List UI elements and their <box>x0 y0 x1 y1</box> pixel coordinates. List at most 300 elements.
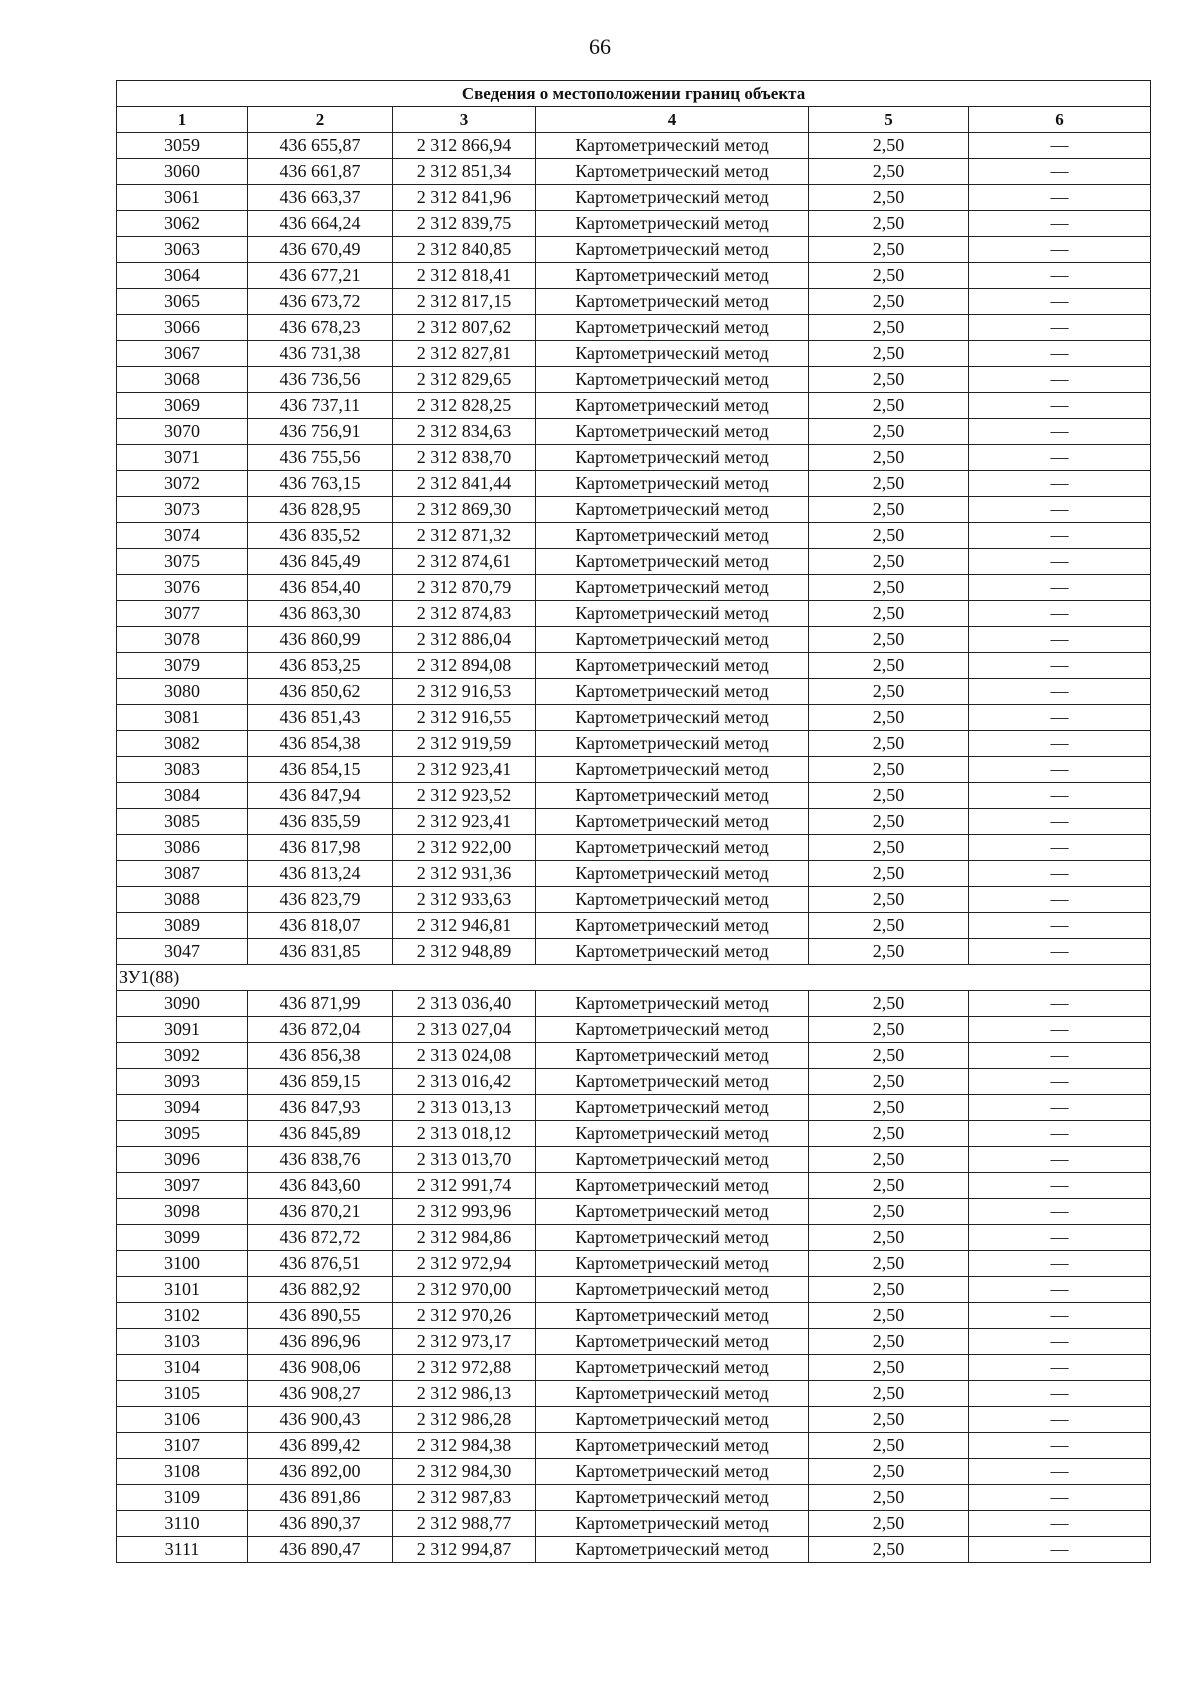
x-coordinate-cell: 436 663,37 <box>248 185 393 211</box>
table-body <box>117 133 1151 1563</box>
table-row <box>117 627 1151 653</box>
description-cell: — <box>969 549 1151 575</box>
table-title-row <box>117 81 1151 107</box>
y-coordinate-cell: 2 312 919,59 <box>393 731 536 757</box>
table-row <box>117 887 1151 913</box>
table-row <box>117 861 1151 887</box>
description-cell: — <box>969 211 1151 237</box>
point-number-cell: 3095 <box>117 1121 248 1147</box>
table-row <box>117 1511 1151 1537</box>
y-coordinate-cell: 2 312 827,81 <box>393 341 536 367</box>
x-coordinate-cell: 436 831,85 <box>248 939 393 965</box>
point-number-cell: 3064 <box>117 263 248 289</box>
x-coordinate-cell: 436 813,24 <box>248 861 393 887</box>
y-coordinate-cell: 2 312 994,87 <box>393 1537 536 1563</box>
point-number-cell: 3086 <box>117 835 248 861</box>
y-coordinate-cell: 2 312 988,77 <box>393 1511 536 1537</box>
accuracy-cell: 2,50 <box>809 1407 969 1433</box>
method-cell: Картометрический метод <box>536 1511 809 1537</box>
y-coordinate-cell: 2 312 972,88 <box>393 1355 536 1381</box>
table-row <box>117 1225 1151 1251</box>
x-coordinate-cell: 436 670,49 <box>248 237 393 263</box>
accuracy-cell: 2,50 <box>809 731 969 757</box>
method-cell: Картометрический метод <box>536 627 809 653</box>
method-cell: Картометрический метод <box>536 185 809 211</box>
point-number-cell: 3075 <box>117 549 248 575</box>
method-cell: Картометрический метод <box>536 991 809 1017</box>
accuracy-cell: 2,50 <box>809 419 969 445</box>
x-coordinate-cell: 436 818,07 <box>248 913 393 939</box>
accuracy-cell: 2,50 <box>809 1095 969 1121</box>
point-number-cell: 3109 <box>117 1485 248 1511</box>
x-coordinate-cell: 436 892,00 <box>248 1459 393 1485</box>
description-cell: — <box>969 367 1151 393</box>
table-row <box>117 159 1151 185</box>
accuracy-cell: 2,50 <box>809 991 969 1017</box>
method-cell: Картометрический метод <box>536 913 809 939</box>
point-number-cell: 3085 <box>117 809 248 835</box>
method-cell: Картометрический метод <box>536 1147 809 1173</box>
method-cell: Картометрический метод <box>536 731 809 757</box>
method-cell: Картометрический метод <box>536 1043 809 1069</box>
point-number-cell: 3059 <box>117 133 248 159</box>
y-coordinate-cell: 2 312 984,30 <box>393 1459 536 1485</box>
description-cell: — <box>969 497 1151 523</box>
table-row <box>117 471 1151 497</box>
y-coordinate-cell: 2 312 993,96 <box>393 1199 536 1225</box>
description-cell: — <box>969 1355 1151 1381</box>
accuracy-cell: 2,50 <box>809 757 969 783</box>
accuracy-cell: 2,50 <box>809 445 969 471</box>
accuracy-cell: 2,50 <box>809 835 969 861</box>
description-cell: — <box>969 1277 1151 1303</box>
table-row <box>117 1147 1151 1173</box>
point-number-cell: 3082 <box>117 731 248 757</box>
x-coordinate-cell: 436 661,87 <box>248 159 393 185</box>
y-coordinate-cell: 2 312 886,04 <box>393 627 536 653</box>
accuracy-cell: 2,50 <box>809 627 969 653</box>
y-coordinate-cell: 2 313 027,04 <box>393 1017 536 1043</box>
method-cell: Картометрический метод <box>536 1537 809 1563</box>
table-row <box>117 835 1151 861</box>
y-coordinate-cell: 2 313 016,42 <box>393 1069 536 1095</box>
point-number-cell: 3081 <box>117 705 248 731</box>
x-coordinate-cell: 436 677,21 <box>248 263 393 289</box>
table-row <box>117 289 1151 315</box>
point-number-cell: 3079 <box>117 653 248 679</box>
description-cell: — <box>969 1199 1151 1225</box>
table-row <box>117 731 1151 757</box>
description-cell: — <box>969 1381 1151 1407</box>
accuracy-cell: 2,50 <box>809 1303 969 1329</box>
y-coordinate-cell: 2 312 972,94 <box>393 1251 536 1277</box>
point-number-cell: 3090 <box>117 991 248 1017</box>
x-coordinate-cell: 436 854,38 <box>248 731 393 757</box>
x-coordinate-cell: 436 736,56 <box>248 367 393 393</box>
column-number: 4 <box>536 107 809 133</box>
x-coordinate-cell: 436 908,06 <box>248 1355 393 1381</box>
table-row <box>117 445 1151 471</box>
y-coordinate-cell: 2 312 874,61 <box>393 549 536 575</box>
y-coordinate-cell: 2 312 923,41 <box>393 757 536 783</box>
accuracy-cell: 2,50 <box>809 1069 969 1095</box>
column-number-row <box>117 107 1151 133</box>
table-row <box>117 1173 1151 1199</box>
x-coordinate-cell: 436 900,43 <box>248 1407 393 1433</box>
table-row <box>117 679 1151 705</box>
method-cell: Картометрический метод <box>536 523 809 549</box>
point-number-cell: 3105 <box>117 1381 248 1407</box>
x-coordinate-cell: 436 845,49 <box>248 549 393 575</box>
accuracy-cell: 2,50 <box>809 653 969 679</box>
x-coordinate-cell: 436 908,27 <box>248 1381 393 1407</box>
table-row <box>117 1485 1151 1511</box>
table-row <box>117 1121 1151 1147</box>
x-coordinate-cell: 436 872,72 <box>248 1225 393 1251</box>
method-cell: Картометрический метод <box>536 601 809 627</box>
description-cell: — <box>969 393 1151 419</box>
accuracy-cell: 2,50 <box>809 939 969 965</box>
x-coordinate-cell: 436 863,30 <box>248 601 393 627</box>
column-number: 1 <box>117 107 248 133</box>
table-row <box>117 1329 1151 1355</box>
y-coordinate-cell: 2 312 916,53 <box>393 679 536 705</box>
table-row <box>117 263 1151 289</box>
x-coordinate-cell: 436 891,86 <box>248 1485 393 1511</box>
table-row <box>117 549 1151 575</box>
group-label-row <box>117 965 1151 991</box>
method-cell: Картометрический метод <box>536 211 809 237</box>
accuracy-cell: 2,50 <box>809 315 969 341</box>
accuracy-cell: 2,50 <box>809 809 969 835</box>
y-coordinate-cell: 2 312 817,15 <box>393 289 536 315</box>
method-cell: Картометрический метод <box>536 237 809 263</box>
y-coordinate-cell: 2 312 841,96 <box>393 185 536 211</box>
point-number-cell: 3083 <box>117 757 248 783</box>
point-number-cell: 3092 <box>117 1043 248 1069</box>
x-coordinate-cell: 436 896,96 <box>248 1329 393 1355</box>
method-cell: Картометрический метод <box>536 653 809 679</box>
point-number-cell: 3098 <box>117 1199 248 1225</box>
x-coordinate-cell: 436 845,89 <box>248 1121 393 1147</box>
column-number: 6 <box>969 107 1151 133</box>
description-cell: — <box>969 861 1151 887</box>
accuracy-cell: 2,50 <box>809 1251 969 1277</box>
point-number-cell: 3094 <box>117 1095 248 1121</box>
y-coordinate-cell: 2 312 987,83 <box>393 1485 536 1511</box>
accuracy-cell: 2,50 <box>809 549 969 575</box>
description-cell: — <box>969 185 1151 211</box>
description-cell: — <box>969 575 1151 601</box>
description-cell: — <box>969 1485 1151 1511</box>
point-number-cell: 3084 <box>117 783 248 809</box>
accuracy-cell: 2,50 <box>809 1173 969 1199</box>
description-cell: — <box>969 1121 1151 1147</box>
x-coordinate-cell: 436 870,21 <box>248 1199 393 1225</box>
y-coordinate-cell: 2 312 838,70 <box>393 445 536 471</box>
table-row <box>117 1355 1151 1381</box>
description-cell: — <box>969 1043 1151 1069</box>
y-coordinate-cell: 2 312 986,28 <box>393 1407 536 1433</box>
x-coordinate-cell: 436 872,04 <box>248 1017 393 1043</box>
point-number-cell: 3066 <box>117 315 248 341</box>
description-cell: — <box>969 341 1151 367</box>
y-coordinate-cell: 2 312 870,79 <box>393 575 536 601</box>
method-cell: Картометрический метод <box>536 549 809 575</box>
method-cell: Картометрический метод <box>536 289 809 315</box>
x-coordinate-cell: 436 835,59 <box>248 809 393 835</box>
method-cell: Картометрический метод <box>536 1355 809 1381</box>
description-cell: — <box>969 1537 1151 1563</box>
point-number-cell: 3097 <box>117 1173 248 1199</box>
table-row <box>117 523 1151 549</box>
x-coordinate-cell: 436 871,99 <box>248 991 393 1017</box>
accuracy-cell: 2,50 <box>809 1433 969 1459</box>
y-coordinate-cell: 2 312 923,41 <box>393 809 536 835</box>
y-coordinate-cell: 2 312 839,75 <box>393 211 536 237</box>
table-row <box>117 1251 1151 1277</box>
point-number-cell: 3091 <box>117 1017 248 1043</box>
method-cell: Картометрический метод <box>536 1173 809 1199</box>
table-row <box>117 1199 1151 1225</box>
table-row <box>117 991 1151 1017</box>
point-number-cell: 3096 <box>117 1147 248 1173</box>
method-cell: Картометрический метод <box>536 1407 809 1433</box>
description-cell: — <box>969 133 1151 159</box>
x-coordinate-cell: 436 838,76 <box>248 1147 393 1173</box>
point-number-cell: 3078 <box>117 627 248 653</box>
accuracy-cell: 2,50 <box>809 679 969 705</box>
table-row <box>117 913 1151 939</box>
description-cell: — <box>969 289 1151 315</box>
y-coordinate-cell: 2 312 931,36 <box>393 861 536 887</box>
table-row <box>117 367 1151 393</box>
method-cell: Картометрический метод <box>536 1199 809 1225</box>
y-coordinate-cell: 2 312 948,89 <box>393 939 536 965</box>
point-number-cell: 3073 <box>117 497 248 523</box>
point-number-cell: 3099 <box>117 1225 248 1251</box>
description-cell: — <box>969 1225 1151 1251</box>
column-number: 2 <box>248 107 393 133</box>
accuracy-cell: 2,50 <box>809 1329 969 1355</box>
accuracy-cell: 2,50 <box>809 367 969 393</box>
x-coordinate-cell: 436 876,51 <box>248 1251 393 1277</box>
accuracy-cell: 2,50 <box>809 601 969 627</box>
table-row <box>117 1537 1151 1563</box>
accuracy-cell: 2,50 <box>809 185 969 211</box>
table-row <box>117 601 1151 627</box>
description-cell: — <box>969 237 1151 263</box>
point-number-cell: 3072 <box>117 471 248 497</box>
x-coordinate-cell: 436 755,56 <box>248 445 393 471</box>
point-number-cell: 3080 <box>117 679 248 705</box>
method-cell: Картометрический метод <box>536 445 809 471</box>
point-number-cell: 3089 <box>117 913 248 939</box>
point-number-cell: 3071 <box>117 445 248 471</box>
y-coordinate-cell: 2 312 871,32 <box>393 523 536 549</box>
accuracy-cell: 2,50 <box>809 1511 969 1537</box>
table-row <box>117 185 1151 211</box>
accuracy-cell: 2,50 <box>809 1537 969 1563</box>
x-coordinate-cell: 436 890,37 <box>248 1511 393 1537</box>
page-number: 66 <box>589 34 611 59</box>
table-row <box>117 133 1151 159</box>
description-cell: — <box>969 1147 1151 1173</box>
y-coordinate-cell: 2 312 840,85 <box>393 237 536 263</box>
y-coordinate-cell: 2 312 991,74 <box>393 1173 536 1199</box>
y-coordinate-cell: 2 312 922,00 <box>393 835 536 861</box>
x-coordinate-cell: 436 854,15 <box>248 757 393 783</box>
y-coordinate-cell: 2 312 874,83 <box>393 601 536 627</box>
description-cell: — <box>969 887 1151 913</box>
accuracy-cell: 2,50 <box>809 1277 969 1303</box>
x-coordinate-cell: 436 851,43 <box>248 705 393 731</box>
point-number-cell: 3106 <box>117 1407 248 1433</box>
description-cell: — <box>969 1173 1151 1199</box>
table-row <box>117 575 1151 601</box>
y-coordinate-cell: 2 312 807,62 <box>393 315 536 341</box>
x-coordinate-cell: 436 731,38 <box>248 341 393 367</box>
method-cell: Картометрический метод <box>536 1017 809 1043</box>
accuracy-cell: 2,50 <box>809 393 969 419</box>
method-cell: Картометрический метод <box>536 419 809 445</box>
x-coordinate-cell: 436 678,23 <box>248 315 393 341</box>
column-number: 3 <box>393 107 536 133</box>
table-row <box>117 419 1151 445</box>
table-row <box>117 1459 1151 1485</box>
accuracy-cell: 2,50 <box>809 1017 969 1043</box>
description-cell: — <box>969 445 1151 471</box>
y-coordinate-cell: 2 313 036,40 <box>393 991 536 1017</box>
x-coordinate-cell: 436 835,52 <box>248 523 393 549</box>
description-cell: — <box>969 523 1151 549</box>
table-row <box>117 315 1151 341</box>
accuracy-cell: 2,50 <box>809 289 969 315</box>
method-cell: Картометрический метод <box>536 133 809 159</box>
description-cell: — <box>969 991 1151 1017</box>
description-cell: — <box>969 1069 1151 1095</box>
description-cell: — <box>969 1459 1151 1485</box>
accuracy-cell: 2,50 <box>809 1459 969 1485</box>
description-cell: — <box>969 1511 1151 1537</box>
accuracy-cell: 2,50 <box>809 133 969 159</box>
description-cell: — <box>969 601 1151 627</box>
method-cell: Картометрический метод <box>536 497 809 523</box>
description-cell: — <box>969 679 1151 705</box>
x-coordinate-cell: 436 664,24 <box>248 211 393 237</box>
y-coordinate-cell: 2 312 818,41 <box>393 263 536 289</box>
method-cell: Картометрический метод <box>536 783 809 809</box>
description-cell: — <box>969 471 1151 497</box>
accuracy-cell: 2,50 <box>809 159 969 185</box>
x-coordinate-cell: 436 847,93 <box>248 1095 393 1121</box>
x-coordinate-cell: 436 655,87 <box>248 133 393 159</box>
x-coordinate-cell: 436 856,38 <box>248 1043 393 1069</box>
y-coordinate-cell: 2 312 834,63 <box>393 419 536 445</box>
description-cell: — <box>969 1095 1151 1121</box>
group-label: ЗУ1(88) <box>117 965 1151 991</box>
method-cell: Картометрический метод <box>536 705 809 731</box>
accuracy-cell: 2,50 <box>809 1355 969 1381</box>
x-coordinate-cell: 436 847,94 <box>248 783 393 809</box>
x-coordinate-cell: 436 890,55 <box>248 1303 393 1329</box>
description-cell: — <box>969 653 1151 679</box>
y-coordinate-cell: 2 312 894,08 <box>393 653 536 679</box>
table-row <box>117 341 1151 367</box>
method-cell: Картометрический метод <box>536 367 809 393</box>
accuracy-cell: 2,50 <box>809 1381 969 1407</box>
y-coordinate-cell: 2 313 018,12 <box>393 1121 536 1147</box>
method-cell: Картометрический метод <box>536 341 809 367</box>
y-coordinate-cell: 2 312 984,38 <box>393 1433 536 1459</box>
description-cell: — <box>969 1017 1151 1043</box>
table-row <box>117 393 1151 419</box>
description-cell: — <box>969 757 1151 783</box>
accuracy-cell: 2,50 <box>809 211 969 237</box>
point-number-cell: 3061 <box>117 185 248 211</box>
table-row <box>117 757 1151 783</box>
point-number-cell: 3062 <box>117 211 248 237</box>
accuracy-cell: 2,50 <box>809 341 969 367</box>
x-coordinate-cell: 436 899,42 <box>248 1433 393 1459</box>
point-number-cell: 3093 <box>117 1069 248 1095</box>
y-coordinate-cell: 2 313 024,08 <box>393 1043 536 1069</box>
description-cell: — <box>969 315 1151 341</box>
description-cell: — <box>969 939 1151 965</box>
y-coordinate-cell: 2 312 970,00 <box>393 1277 536 1303</box>
method-cell: Картометрический метод <box>536 263 809 289</box>
table-row <box>117 1095 1151 1121</box>
point-number-cell: 3047 <box>117 939 248 965</box>
y-coordinate-cell: 2 312 841,44 <box>393 471 536 497</box>
accuracy-cell: 2,50 <box>809 861 969 887</box>
point-number-cell: 3070 <box>117 419 248 445</box>
column-number: 5 <box>809 107 969 133</box>
table-row <box>117 1069 1151 1095</box>
x-coordinate-cell: 436 882,92 <box>248 1277 393 1303</box>
x-coordinate-cell: 436 890,47 <box>248 1537 393 1563</box>
method-cell: Картометрический метод <box>536 393 809 419</box>
description-cell: — <box>969 731 1151 757</box>
method-cell: Картометрический метод <box>536 1095 809 1121</box>
description-cell: — <box>969 705 1151 731</box>
point-number-cell: 3107 <box>117 1433 248 1459</box>
accuracy-cell: 2,50 <box>809 705 969 731</box>
table-row <box>117 497 1151 523</box>
point-number-cell: 3103 <box>117 1329 248 1355</box>
y-coordinate-cell: 2 312 973,17 <box>393 1329 536 1355</box>
table-row <box>117 1277 1151 1303</box>
table-row <box>117 237 1151 263</box>
accuracy-cell: 2,50 <box>809 1199 969 1225</box>
point-number-cell: 3074 <box>117 523 248 549</box>
accuracy-cell: 2,50 <box>809 913 969 939</box>
y-coordinate-cell: 2 313 013,13 <box>393 1095 536 1121</box>
x-coordinate-cell: 436 854,40 <box>248 575 393 601</box>
method-cell: Картометрический метод <box>536 887 809 913</box>
y-coordinate-cell: 2 312 866,94 <box>393 133 536 159</box>
accuracy-cell: 2,50 <box>809 1225 969 1251</box>
method-cell: Картометрический метод <box>536 1069 809 1095</box>
table-row <box>117 1381 1151 1407</box>
accuracy-cell: 2,50 <box>809 575 969 601</box>
y-coordinate-cell: 2 312 970,26 <box>393 1303 536 1329</box>
method-cell: Картометрический метод <box>536 679 809 705</box>
point-number-cell: 3069 <box>117 393 248 419</box>
description-cell: — <box>969 913 1151 939</box>
method-cell: Картометрический метод <box>536 575 809 601</box>
method-cell: Картометрический метод <box>536 159 809 185</box>
